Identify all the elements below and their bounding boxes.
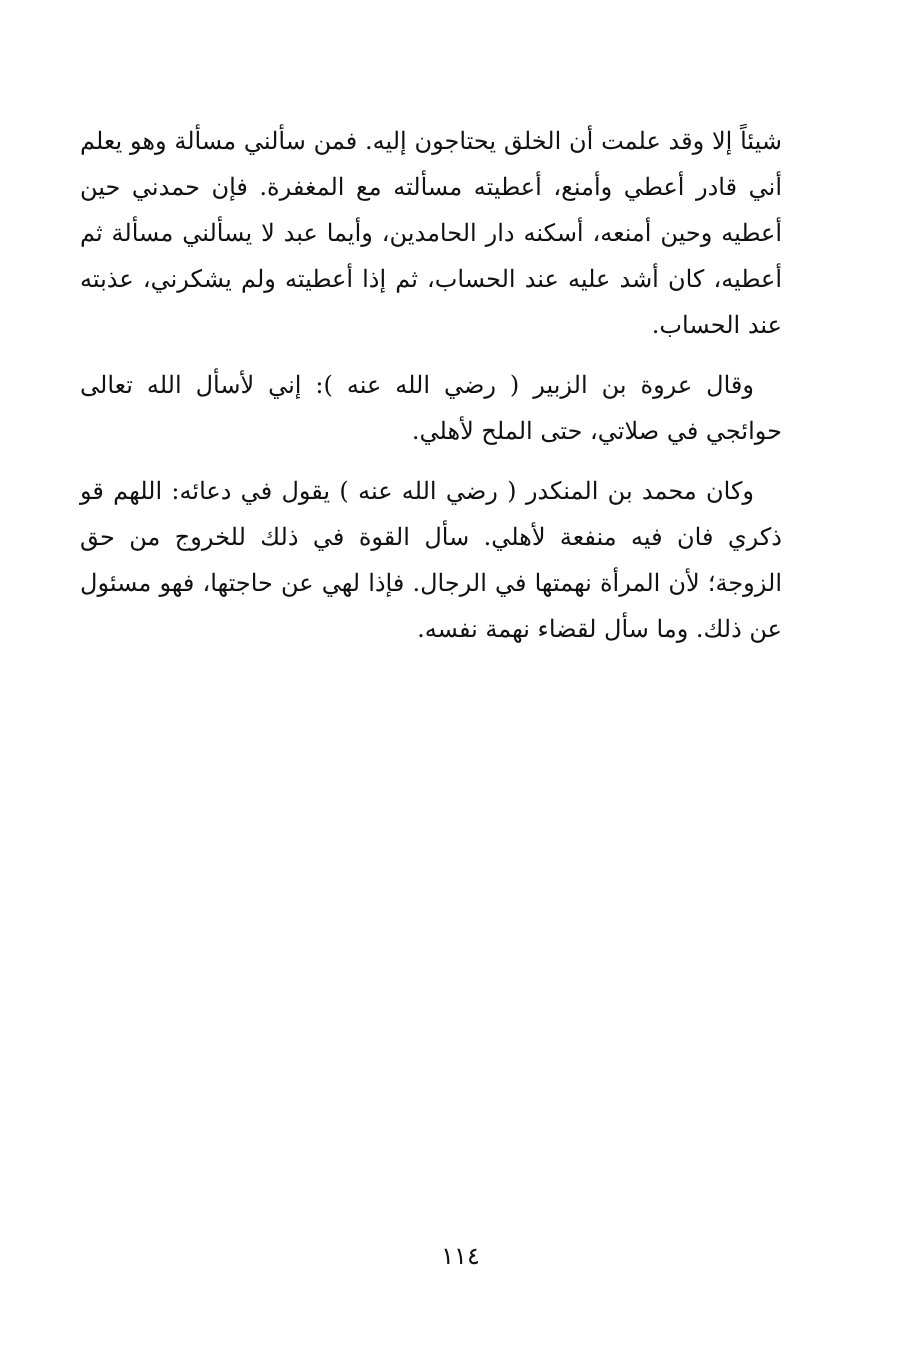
paragraph-2: وقال عروة بن الزبير ( رضي الله عنه ): إني لأسأل الله تعالى حوائجي في صلاتي، حتى الملح لأهلي. (80, 371, 782, 445)
page-number: ١١٤ (441, 1242, 480, 1270)
paragraph-3: وكان محمد بن المنكدر ( رضي الله عنه ) يقول في دعائه: اللهم قو ذكري فان فيه منفعة لأهلي. سأل القوة في ذلك للخروج من حق الزوجة؛ لأن المرأة نهمتها في الرجال. فإذا لهي عن حاجتها، فهو مسئول عن ذلك. وما سأل لقضاء نهمة نفسه. (80, 477, 782, 643)
paragraph-1: شيئاً إلا وقد علمت أن الخلق يحتاجون إليه. فمن سألني مسألة وهو يعلم أني قادر أعطي وأمنع، أعطيته مسألته مع المغفرة. فإن حمدني حين أعطيه وحين أمنعه، أسكنه دار الحامدين، وأيما عبد لا يسألني مسألة ثم أعطيه، كان أشد عليه عند الحساب، ثم إذا أعطيته ولم يشكرني، عذبته عند الحساب. (80, 127, 782, 339)
page-body (80, 118, 782, 666)
